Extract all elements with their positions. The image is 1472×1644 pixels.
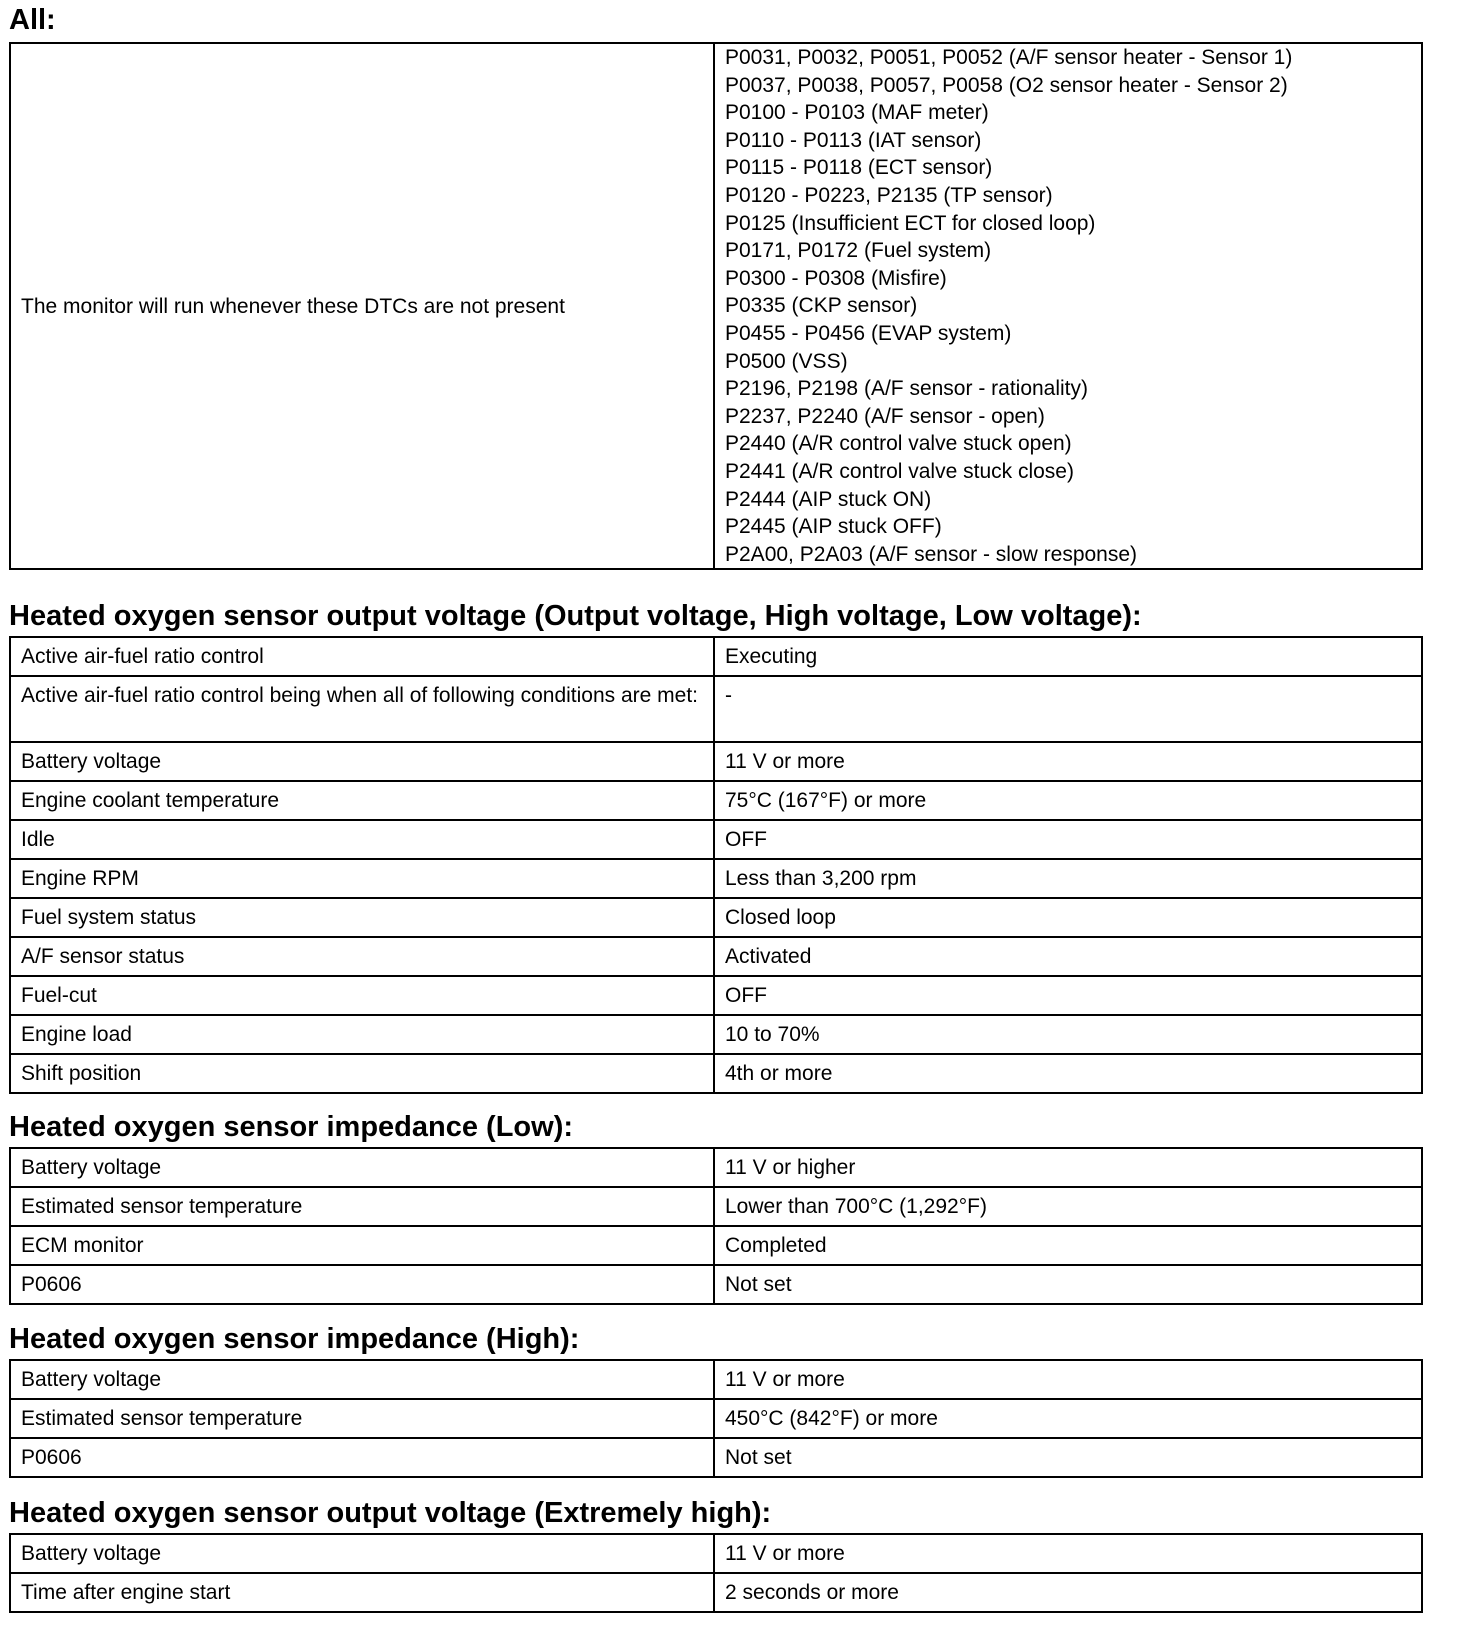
condition-label: Battery voltage — [10, 1148, 714, 1187]
table-row — [10, 1265, 1422, 1304]
table-row — [10, 1534, 1422, 1573]
condition-label: Battery voltage — [10, 742, 714, 781]
dtc-item: P2444 (AIP stuck ON) — [725, 487, 932, 511]
condition-label: ECM monitor — [10, 1226, 714, 1265]
dtc-item: P0300 - P0308 (Misfire) — [725, 266, 947, 290]
dtc-item: P2196, P2198 (A/F sensor - rationality) — [725, 377, 1089, 401]
condition-value: 2 seconds or more — [714, 1573, 1422, 1612]
section-title-impedance-high: Heated oxygen sensor impedance (High): — [9, 1323, 580, 1355]
output-voltage-table — [9, 636, 1423, 1094]
condition-value: Executing — [714, 637, 1422, 676]
section-title-all: All: — [9, 4, 56, 36]
extremely-high-table — [9, 1533, 1423, 1613]
table-row — [10, 1187, 1422, 1226]
condition-value: 10 to 70% — [714, 1015, 1422, 1054]
section-title-output-voltage: Heated oxygen sensor output voltage (Output voltage, High voltage, Low voltage): — [9, 600, 1142, 632]
condition-label: P0606 — [10, 1265, 714, 1304]
condition-value: - — [714, 676, 1422, 742]
table-row — [10, 637, 1422, 676]
section-title-extremely-high: Heated oxygen sensor output voltage (Extremely high): — [9, 1497, 772, 1529]
dtc-item: P0171, P0172 (Fuel system) — [725, 239, 992, 263]
table-row — [10, 742, 1422, 781]
dtc-item: P2237, P2240 (A/F sensor - open) — [725, 404, 1045, 428]
condition-value: OFF — [714, 820, 1422, 859]
condition-label: Fuel system status — [10, 898, 714, 937]
condition-value: 75°C (167°F) or more — [714, 781, 1422, 820]
impedance-low-table — [9, 1147, 1423, 1305]
condition-value: 11 V or higher — [714, 1148, 1422, 1187]
table-row — [10, 1438, 1422, 1477]
dtc-item: P0100 - P0103 (MAF meter) — [725, 101, 989, 125]
condition-value: Closed loop — [714, 898, 1422, 937]
table-row — [10, 1148, 1422, 1187]
dtc-item: P0500 (VSS) — [725, 349, 848, 373]
table-row — [10, 43, 1422, 569]
table-row — [10, 1054, 1422, 1093]
condition-value: 11 V or more — [714, 1360, 1422, 1399]
table-row — [10, 1226, 1422, 1265]
dtc-item: P0455 - P0456 (EVAP system) — [725, 321, 1012, 345]
condition-value: Less than 3,200 rpm — [714, 859, 1422, 898]
condition-label: Engine RPM — [10, 859, 714, 898]
dtc-item: P2441 (A/R control valve stuck close) — [725, 459, 1074, 483]
condition-value: 11 V or more — [714, 742, 1422, 781]
condition-value: Not set — [714, 1265, 1422, 1304]
condition-value: Completed — [714, 1226, 1422, 1265]
dtc-item: P0335 (CKP sensor) — [725, 294, 918, 318]
condition-label: A/F sensor status — [10, 937, 714, 976]
table-row — [10, 676, 1422, 742]
condition-value: Not set — [714, 1438, 1422, 1477]
table-row — [10, 781, 1422, 820]
dtc-table — [9, 42, 1423, 570]
section-title-impedance-low: Heated oxygen sensor impedance (Low): — [9, 1111, 574, 1143]
table-row — [10, 1360, 1422, 1399]
table-row — [10, 976, 1422, 1015]
condition-value: OFF — [714, 976, 1422, 1015]
table-row — [10, 1015, 1422, 1054]
condition-value: 450°C (842°F) or more — [714, 1399, 1422, 1438]
condition-label: Shift position — [10, 1054, 714, 1093]
condition-value: Activated — [714, 937, 1422, 976]
dtc-list-cell — [714, 43, 1422, 569]
table-row — [10, 1573, 1422, 1612]
dtc-item: P2440 (A/R control valve stuck open) — [725, 432, 1072, 456]
table-row — [10, 820, 1422, 859]
condition-label: Engine load — [10, 1015, 714, 1054]
condition-label: Estimated sensor temperature — [10, 1187, 714, 1226]
table-row — [10, 859, 1422, 898]
condition-value: 4th or more — [714, 1054, 1422, 1093]
condition-label: Idle — [10, 820, 714, 859]
condition-label: Time after engine start — [10, 1573, 714, 1612]
condition-label: P0606 — [10, 1438, 714, 1477]
condition-label: Battery voltage — [10, 1360, 714, 1399]
condition-label: Estimated sensor temperature — [10, 1399, 714, 1438]
impedance-high-table — [9, 1359, 1423, 1478]
condition-cell: The monitor will run whenever these DTCs are not present — [10, 43, 714, 569]
condition-label: Active air-fuel ratio control — [10, 637, 714, 676]
condition-label: Fuel-cut — [10, 976, 714, 1015]
condition-label: Battery voltage — [10, 1534, 714, 1573]
condition-value: Lower than 700°C (1,292°F) — [714, 1187, 1422, 1226]
table-row — [10, 937, 1422, 976]
dtc-item: P2A00, P2A03 (A/F sensor - slow response) — [725, 542, 1138, 566]
table-row — [10, 1399, 1422, 1438]
dtc-item: P0037, P0038, P0057, P0058 (O2 sensor heater - Sensor 2) — [725, 73, 1288, 97]
dtc-item: P0115 - P0118 (ECT sensor) — [725, 156, 993, 180]
dtc-item: P0125 (Insufficient ECT for closed loop) — [725, 211, 1096, 235]
dtc-item: P0120 - P0223, P2135 (TP sensor) — [725, 183, 1053, 207]
condition-label: Active air-fuel ratio control being when all of following conditions are met: — [10, 676, 714, 742]
condition-value: 11 V or more — [714, 1534, 1422, 1573]
table-row — [10, 898, 1422, 937]
condition-label: Engine coolant temperature — [10, 781, 714, 820]
dtc-item: P0031, P0032, P0051, P0052 (A/F sensor heater - Sensor 1) — [725, 46, 1293, 69]
dtc-item: P0110 - P0113 (IAT sensor) — [725, 128, 982, 152]
dtc-item: P2445 (AIP stuck OFF) — [725, 515, 942, 539]
